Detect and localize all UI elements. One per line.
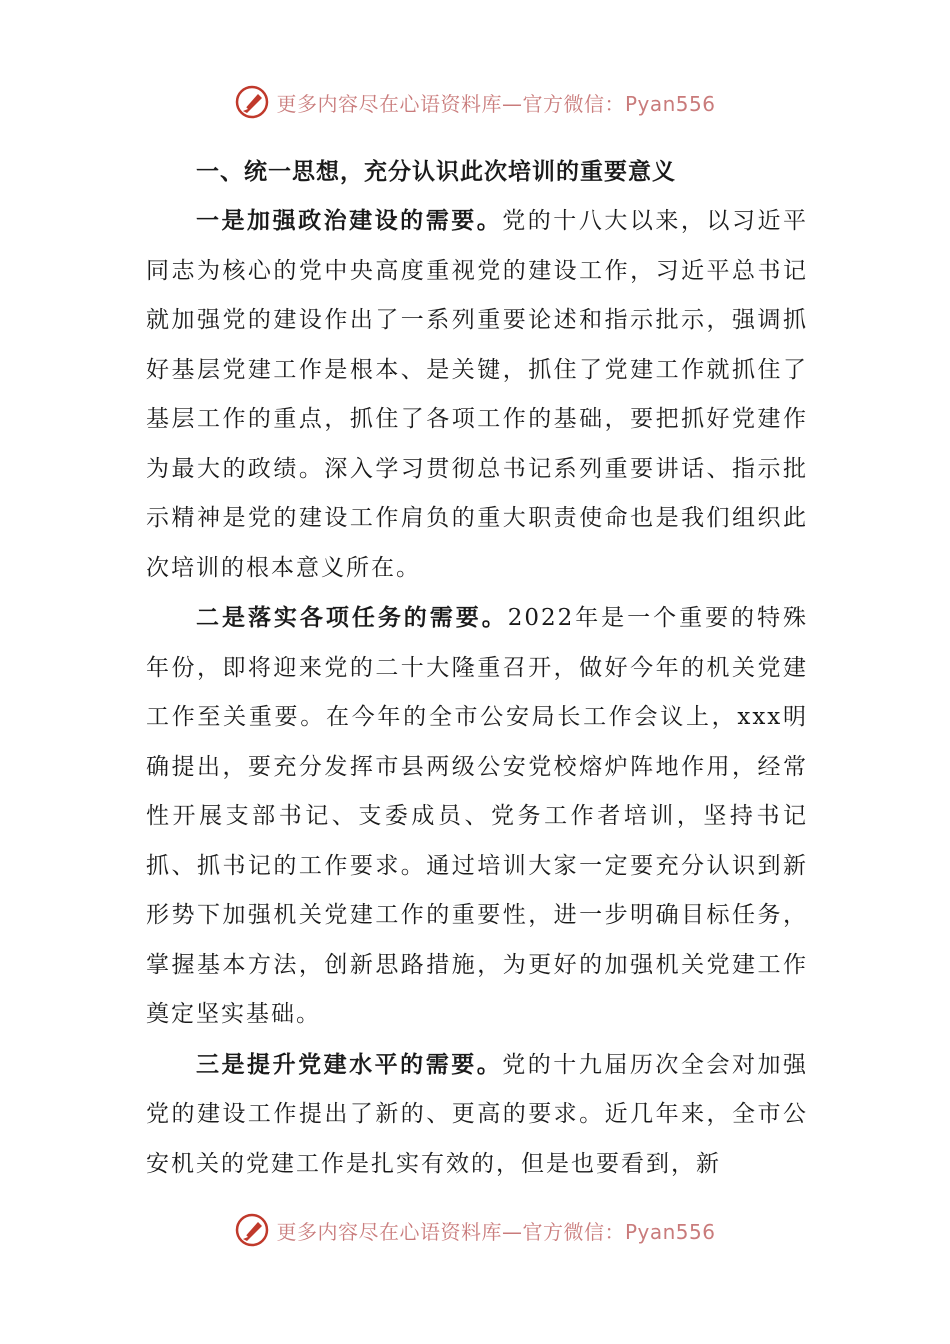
paragraph-lead: 三是提升党建水平的需要。 — [196, 1050, 503, 1078]
watermark-banner-bottom — [0, 1208, 950, 1252]
paragraph-lead: 一是加强政治建设的需要。 — [196, 207, 503, 234]
pen-logo-icon — [234, 1212, 270, 1248]
section-heading: 一、统一思想，充分认识此次培训的重要意义 — [196, 158, 676, 185]
paragraph-body: 党的十八大以来，以习近平同志为核心的党中央高度重视党的建设工作，习近平总书记就加强党的建设作出了一系列重要论述和指示批示，强调抓好基层党建工作是根本、是关键，抓住了党建工作就抓住了基层工作的重点，抓住了各项工作的基础，要把抓好党建作为最大的政绩。深入学习贯彻总书记系列重要讲话、指示批示精神是党的建设工作肩负的重大职责使命也是我们组织此次培训的根本意义所在。 — [146, 208, 809, 581]
paragraph — [146, 196, 808, 593]
watermark-text: 更多内容尽在心语资料库—官方微信：Pyan556 — [276, 1219, 716, 1244]
pen-logo-icon — [234, 84, 270, 120]
paragraph-body: 党的十九届历次全会对加强党的建设工作提出了新的、更高的要求。近几年来，全市公安机关的党建工作是扎实有效的，但是也要看到，新 — [146, 1051, 809, 1177]
paragraph-body: 2022年是一个重要的特殊年份，即将迎来党的二十大隆重召开，做好今年的机关党建工作至关重要。在今年的全市公安局长工作会议上，xxx明确提出，要充分发挥市县两级公安党校熔炉阵地作用，经常性开展支部书记、支委成员、党务工作者培训，坚持书记抓、抓书记的工作要求。通过培训大家一定要充分认识到新形势下加强机关党建工作的重要性，进一步明确目标任务，掌握基本方法，创新思路措施，为更好的加强机关党建工作奠定坚实基础。 — [146, 605, 808, 1027]
document-body — [146, 148, 808, 1189]
watermark-text: 更多内容尽在心语资料库—官方微信：Pyan556 — [276, 91, 716, 116]
watermark-banner-top — [0, 80, 950, 124]
paragraph — [146, 593, 808, 1040]
paragraph-lead: 二是落实各项任务的需要。 — [196, 604, 508, 631]
paragraph — [146, 1040, 808, 1190]
